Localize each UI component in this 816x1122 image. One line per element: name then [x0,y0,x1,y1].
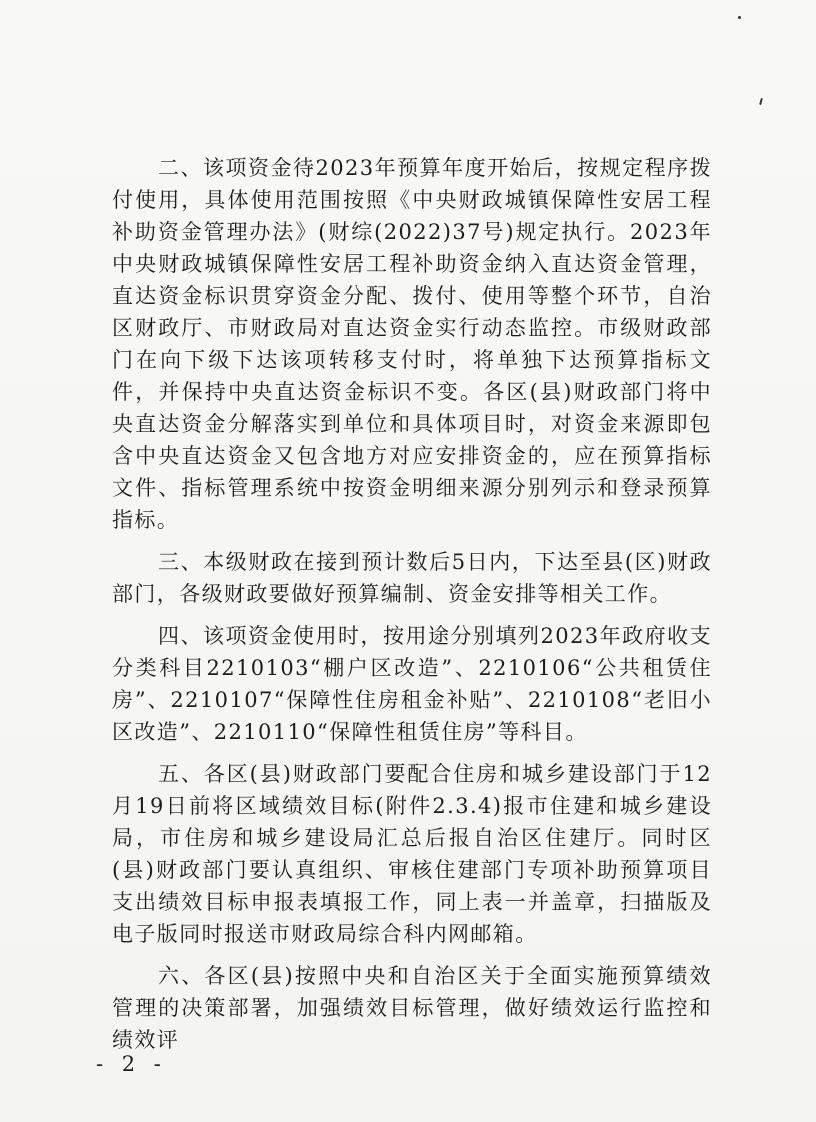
scan-speck [738,16,741,19]
page-number: - 2 - [96,1052,167,1076]
scan-speck [759,98,763,105]
paragraph-4: 四、该项资金使用时，按用途分别填列2023年政府收支分类科目2210103“棚户区改造”、2210106“公共租赁住房”、2210107“保障性住房租金补贴”、2210108“老旧小区改造”、2210110“保障性租赁住房”等科目。 [112,624,712,744]
paragraph-5: 五、各区(县)财政部门要配合住房和城乡建设部门于12月19日前将区域绩效目标(附件2.3.4)报市住建和城乡建设局，市住房和城乡建设局汇总后报自治区住建厅。同时区(县)财政部门要认真组织、审核住建部门专项补助预算项目支出绩效目标申报表填报工作，同上表一并盖章，扫描版及电子版同时报送市财政局综合科内网邮箱。 [112,762,712,946]
paragraph-3: 三、本级财政在接到预计数后5日内，下达至县(区)财政部门，各级财政要做好预算编制、资金安排等相关工作。 [112,550,712,606]
paragraph-6: 六、各区(县)按照中央和自治区关于全面实施预算绩效管理的决策部署，加强绩效目标管理，做好绩效运行监控和绩效评 [112,964,712,1052]
paragraph-2: 二、该项资金待2023年预算年度开始后，按规定程序拨付使用，具体使用范围按照《中央财政城镇保障性安居工程补助资金管理办法》(财综(2022)37号)规定执行。2023年中央财政城镇保障性安居工程补助资金纳入直达资金管理，直达资金标识贯穿资金分配、拨付、使用等整个环节，自治区财政厅、市财政局对直达资金实行动态监控。市级财政部门在向下级下达该项转移支付时，将单独下达预算指标文件，并保持中央直达资金标识不变。各区(县)财政部门将中央直达资金分解落实到单位和具体项目时，对资金来源即包含中央直达资金又包含地方对应安排资金的，应在预算指标文件、指标管理系统中按资金明细来源分别列示和登录预算指标。 [112,156,712,532]
document-body [112,152,712,1066]
